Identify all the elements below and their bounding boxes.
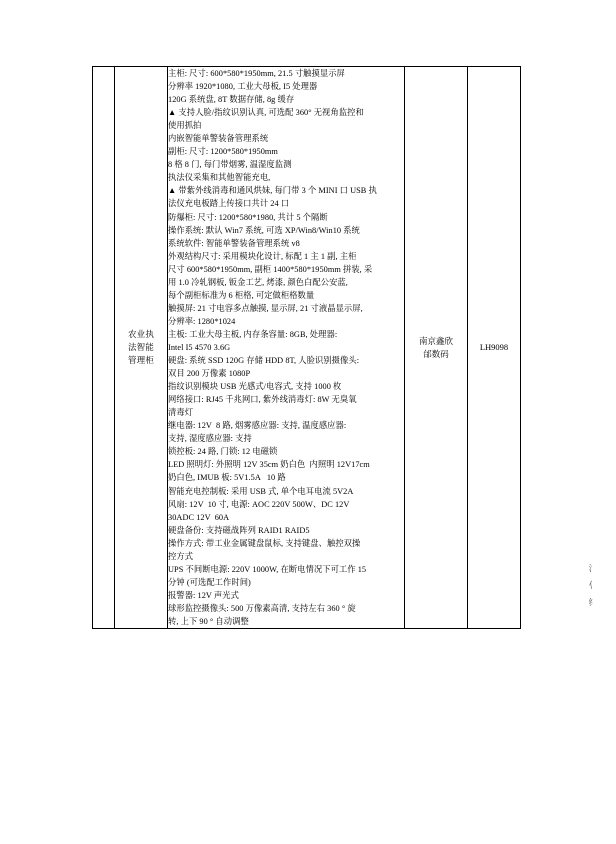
desc-line: 支持, 湿度感应器: 支持 — [168, 434, 252, 444]
desc-line: Intel I5 4570 3.6G — [168, 342, 231, 352]
desc-line: 使用抓拍 — [168, 121, 202, 131]
desc-line: 双目 200 万像素 1080P — [168, 369, 251, 379]
desc-line: 触摸屏: 21 寸电容多点触摸, 显示屏, 21 寸液晶显示屏, — [168, 303, 363, 313]
desc-line: 主柜: 尺寸: 600*580*1950mm, 21.5 寸触摸显示屏 — [168, 69, 345, 78]
desc-line: 8 格 8 门, 每门带烟雾, 温湿度监测 — [168, 160, 292, 170]
desc-line: 硬盘: 系统 SSD 120G 存储 HDD 8T, 人脸识别摄像头: — [168, 356, 360, 366]
table-row — [93, 67, 521, 629]
desc-line: 防爆柜: 尺寸: 1200*580*1980, 共计 5 个隔断 — [168, 212, 328, 222]
table-cell-vendor: 南京鑫欣 邰数码 — [405, 67, 468, 629]
desc-line: 内嵌智能单警装备管理系统 — [168, 134, 269, 144]
margin-mark: 纟 — [587, 596, 599, 608]
desc-line: 清毒灯 — [168, 408, 194, 418]
desc-line: 主板: 工业大母主板, 内存条容量: 8GB, 处理器: — [168, 329, 338, 339]
desc-line: 法仪充电板踏上传接口共计 24 口 — [168, 199, 290, 209]
desc-line: 奶白色, IMUB 板: 5V1.5A 10 路 — [168, 473, 286, 483]
desc-line: 硬盘备份: 支持磁战阵列 RAID1 RAID5 — [168, 525, 310, 535]
desc-line: 分钟 (可选配工作时间) — [168, 577, 251, 587]
desc-line: 系统软件: 智能单警装备管理系统 v8 — [168, 238, 300, 248]
desc-line: 操作系统: 默认 Win7 系统, 可选 XP/Win8/Win10 系统 — [168, 225, 360, 235]
desc-line: 分辨率: 1280*1024 — [168, 316, 236, 326]
desc-line: 报警器: 12V 声光式 — [168, 590, 239, 600]
desc-line: ▲ 支持人脸/指纹识别认真, 可选配 360° 无视角监控和 — [168, 108, 364, 118]
desc-line: 分辨率 1920*1080, 工业大母板, I5 处理器 — [168, 82, 318, 92]
desc-line: 锁控板: 24 路, 门锁: 12 电磁锁 — [168, 447, 278, 457]
desc-line: 操作方式: 带工业金属键盘鼠标, 支持键盘、触控双操 — [168, 538, 361, 548]
desc-line: 每个副柜标准为 6 柜格, 可定做柜格数量 — [168, 290, 315, 300]
desc-line: 执法仪采集和其他智能充电, — [168, 173, 271, 183]
desc-line: ▲ 带紫外线消毒和通风烘妹, 每门带 3 个 MINI 口 USB 执 — [168, 186, 377, 196]
desc-line: 转, 上下 90 ° 自动调整 — [168, 616, 249, 626]
desc-line: LED 照明灯: 外照明 12V 35cm 奶白色 内照明 12V17cm — [168, 460, 370, 470]
desc-line: 球形监控摄像头: 500 万像素高清, 支持左右 360 ° 旋 — [168, 603, 356, 613]
desc-line: 继电器: 12V 8 路, 烟雾感应器: 支持, 温度感应器: — [168, 421, 347, 431]
desc-line: 尺寸 600*580*1950mm, 副柜 1400*580*1950mm 拼装, 采 — [168, 264, 373, 274]
table-cell-code: LH9098 — [468, 67, 521, 629]
desc-line: UPS 不间断电源: 220V 1000W, 在断电情况下可工作 15 — [168, 564, 367, 574]
margin-handwriting — [582, 560, 604, 611]
specification-table — [92, 66, 521, 629]
desc-line: 30ADC 12V 60A — [168, 512, 230, 522]
desc-line: 网络接口: RJ45 千兆网口, 紫外线消毒灯: 8W 无臭氧 — [168, 395, 357, 405]
margin-mark: 亻 — [587, 579, 599, 591]
desc-line: 控方式 — [168, 551, 194, 561]
desc-line: 副柜: 尺寸: 1200*580*1950mm — [168, 147, 278, 157]
table-cell-index — [93, 67, 115, 629]
desc-line: 外观结构尺寸: 采用模块化设计, 标配 1 主 1 副, 主柜 — [168, 251, 357, 261]
desc-line: 智能充电控制板: 采用 USB 式, 单个电耳电流 5V2A — [168, 486, 354, 496]
desc-line: 指纹识别模块 USB 光感式/电容式, 支持 1000 枚 — [168, 382, 342, 392]
table-cell-item-name: 农业执 法智能 管理柜 — [115, 67, 168, 629]
desc-line: 120G 系统盘, 8T 数据存储, 8g 缓存 — [168, 95, 295, 105]
desc-line: 用 1.0 冷轧钢板, 钣金工艺, 烤漆, 颜色白配公安蓝, — [168, 277, 348, 287]
margin-mark: 氵 — [587, 562, 599, 574]
desc-line: 风扇: 12V 10 寸, 电源: AOC 220V 500W、DC 12V — [168, 499, 350, 509]
table-cell-description — [168, 67, 405, 629]
